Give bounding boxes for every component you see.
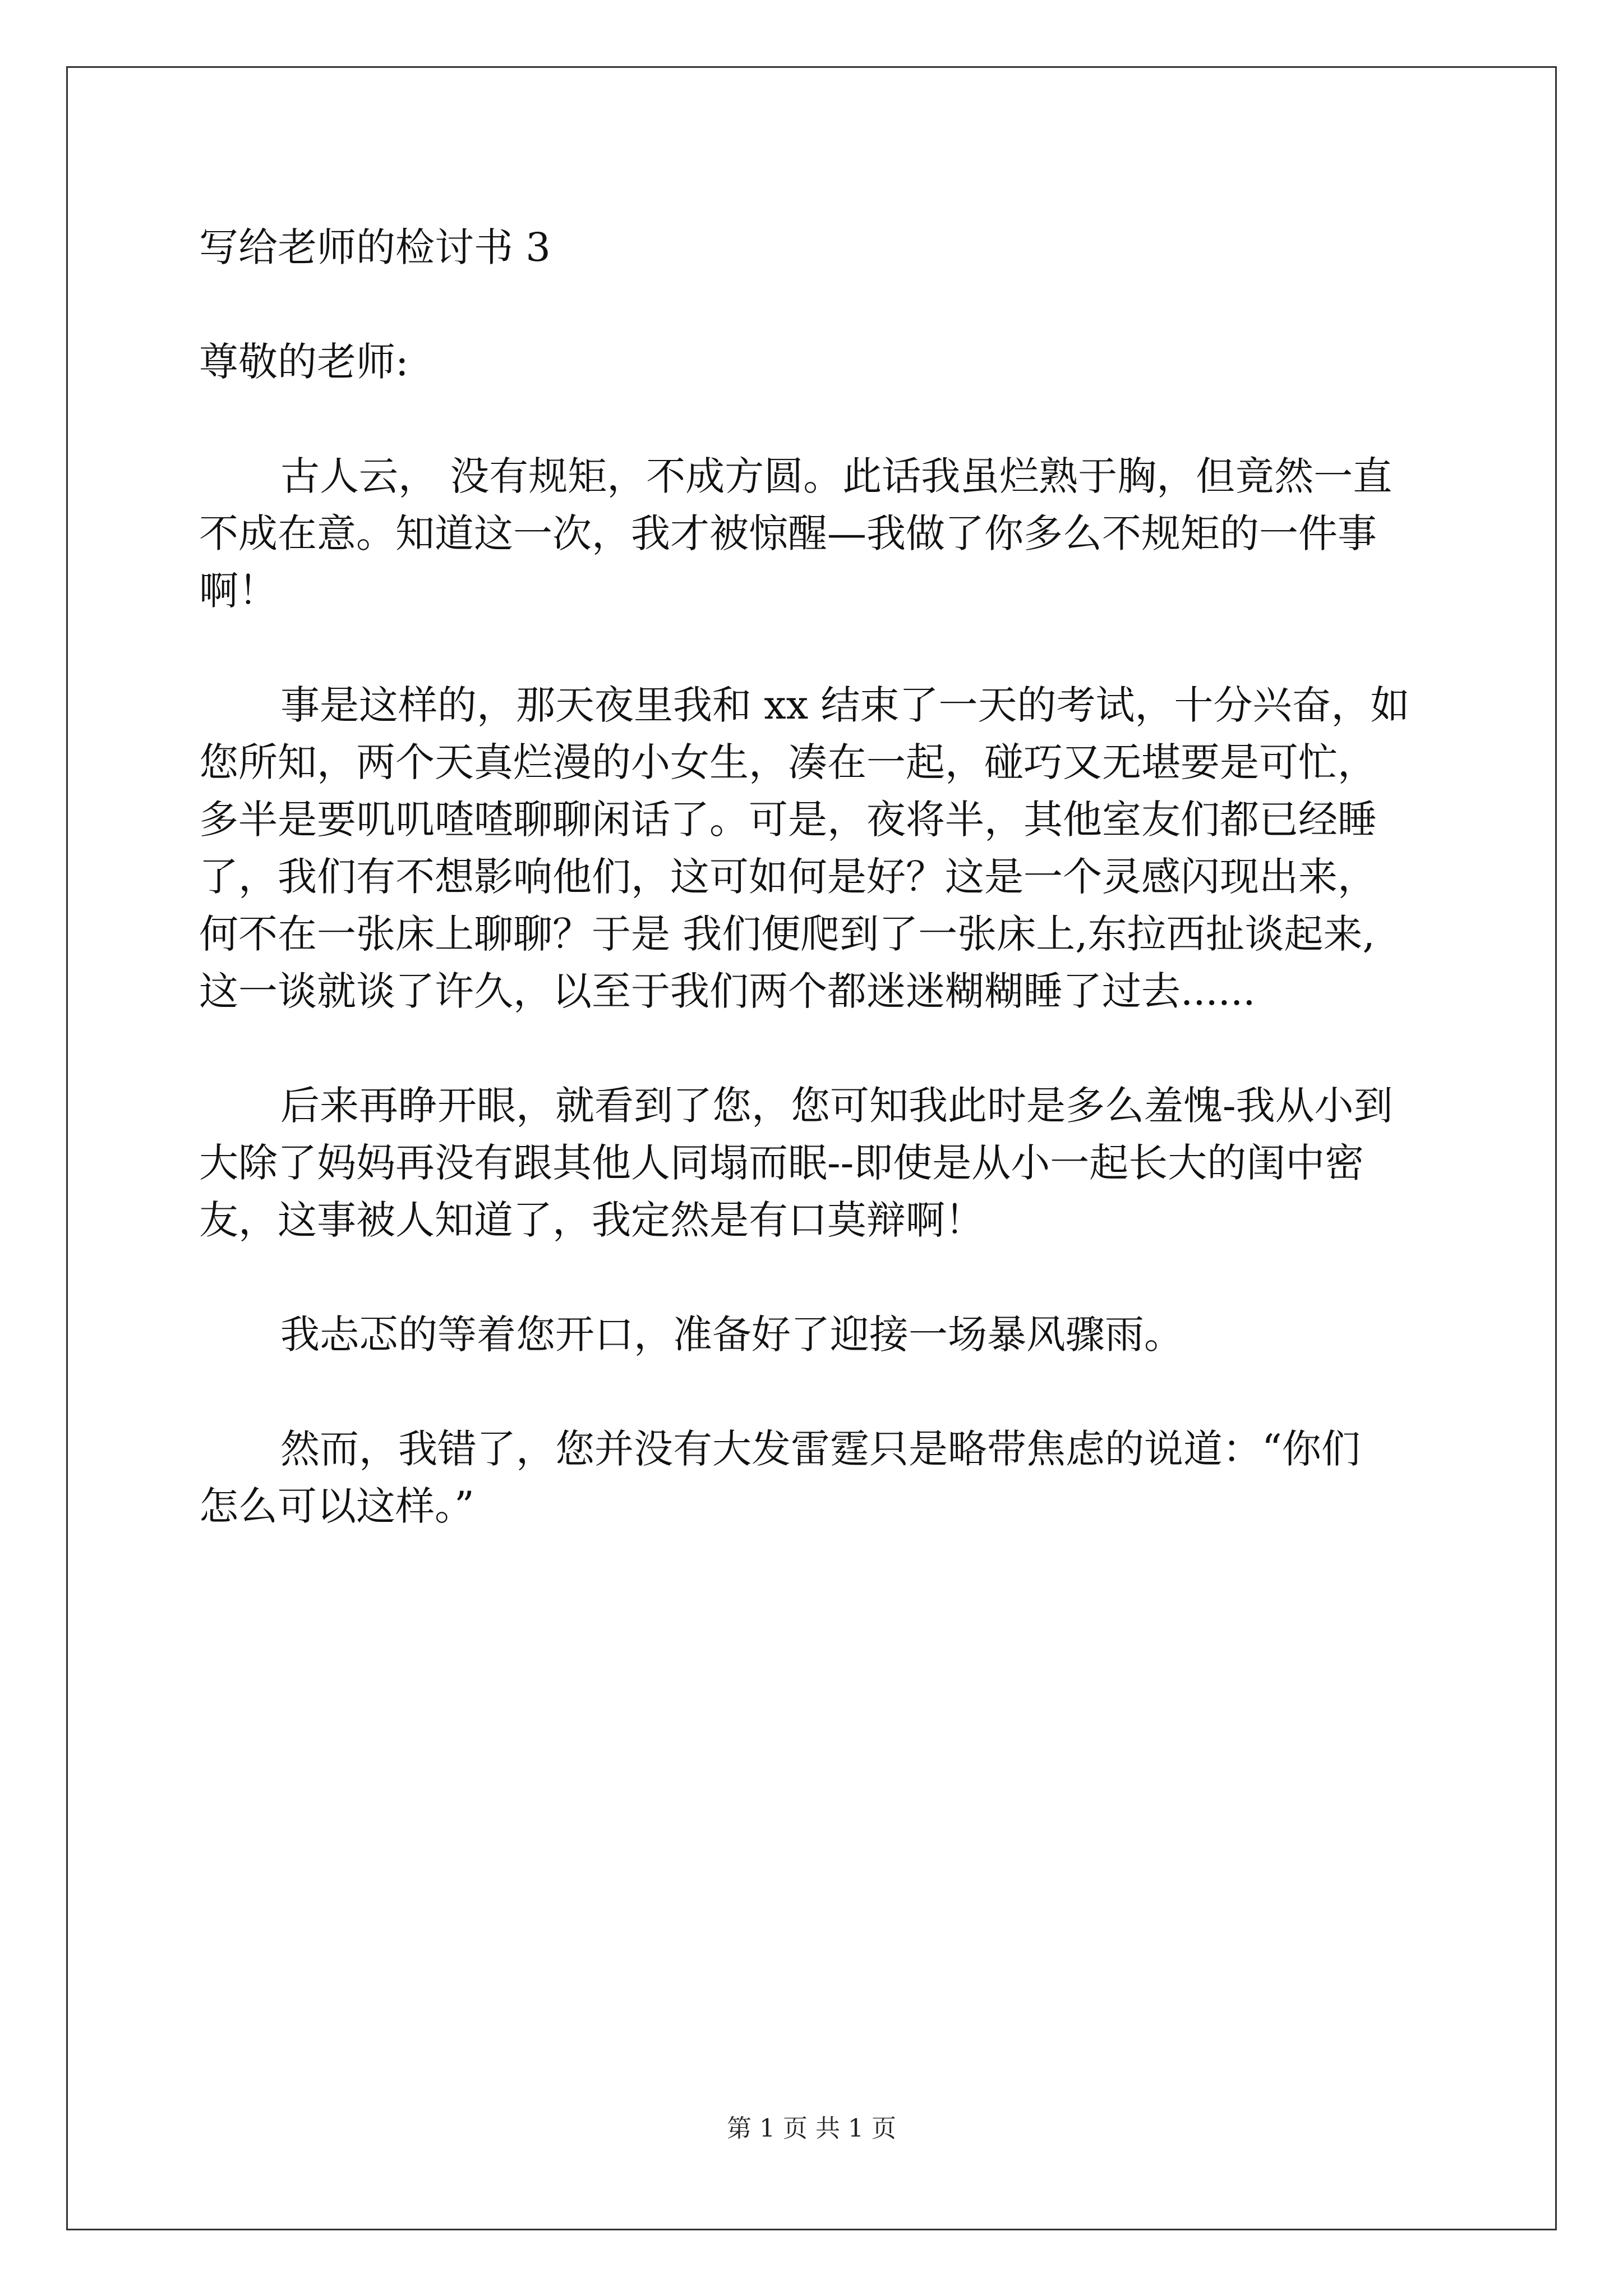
document-body — [199, 219, 1427, 1592]
paragraph-line: 不成在意。知道这一次，我才被惊醒—我做了你多么不规矩的一件事 — [199, 510, 1377, 556]
paragraph-1 — [199, 448, 1427, 619]
paragraph-5 — [199, 1420, 1427, 1535]
paragraph-2 — [199, 677, 1427, 1020]
paragraph-line: 了，我们有不想影响他们，这可如何是好？这是一个灵感闪现出来， — [199, 854, 1377, 900]
paragraph-line: 您所知，两个天真烂漫的小女生，凑在一起，碰巧又无堪要是可忙， — [199, 739, 1377, 785]
paragraph-line: 怎么可以这样。” — [199, 1483, 474, 1529]
paragraph-line: 事是这样的，那天夜里我和 xx 结束了一天的考试，十分兴奋，如 — [280, 682, 1410, 728]
document-title: 写给老师的检讨书 3 — [199, 224, 551, 270]
paragraph-line: 友，这事被人知道了，我定然是有口莫辩啊！ — [199, 1197, 984, 1243]
salutation: 尊敬的老师: — [199, 339, 409, 385]
page-footer: 第 1 页 共 1 页 — [727, 2114, 896, 2143]
paragraph-line: 大除了妈妈再没有跟其他人同塌而眠--即使是从小一起长大的闺中密 — [199, 1140, 1364, 1186]
paragraph-3 — [199, 1077, 1427, 1249]
paragraph-line: 古人云， 没有规矩，不成方圆。此话我虽烂熟于胸，但竟然一直 — [280, 453, 1393, 499]
paragraph-line: 何不在一张床上聊聊？于是 我们便爬到了一张床上,东拉西扯谈起来, — [199, 911, 1375, 957]
paragraph-line: 这一谈就谈了许久，以至于我们两个都迷迷糊糊睡了过去...... — [199, 968, 1256, 1014]
paragraph-line: 多半是要叽叽喳喳聊聊闲话了。可是，夜将半，其他室友们都已经睡 — [199, 797, 1377, 843]
paragraph-line: 后来再睁开眼，就看到了您，您可知我此时是多么羞愧-我从小到 — [280, 1083, 1393, 1129]
paragraph-4 — [199, 1306, 1427, 1363]
paragraph-line: 啊！ — [199, 568, 278, 614]
paragraph-line: 我忐忑的等着您开口，准备好了迎接一场暴风骤雨。 — [280, 1312, 1183, 1358]
paragraph-line: 然而，我错了，您并没有大发雷霆只是略带焦虑的说道：“你们 — [280, 1426, 1361, 1472]
